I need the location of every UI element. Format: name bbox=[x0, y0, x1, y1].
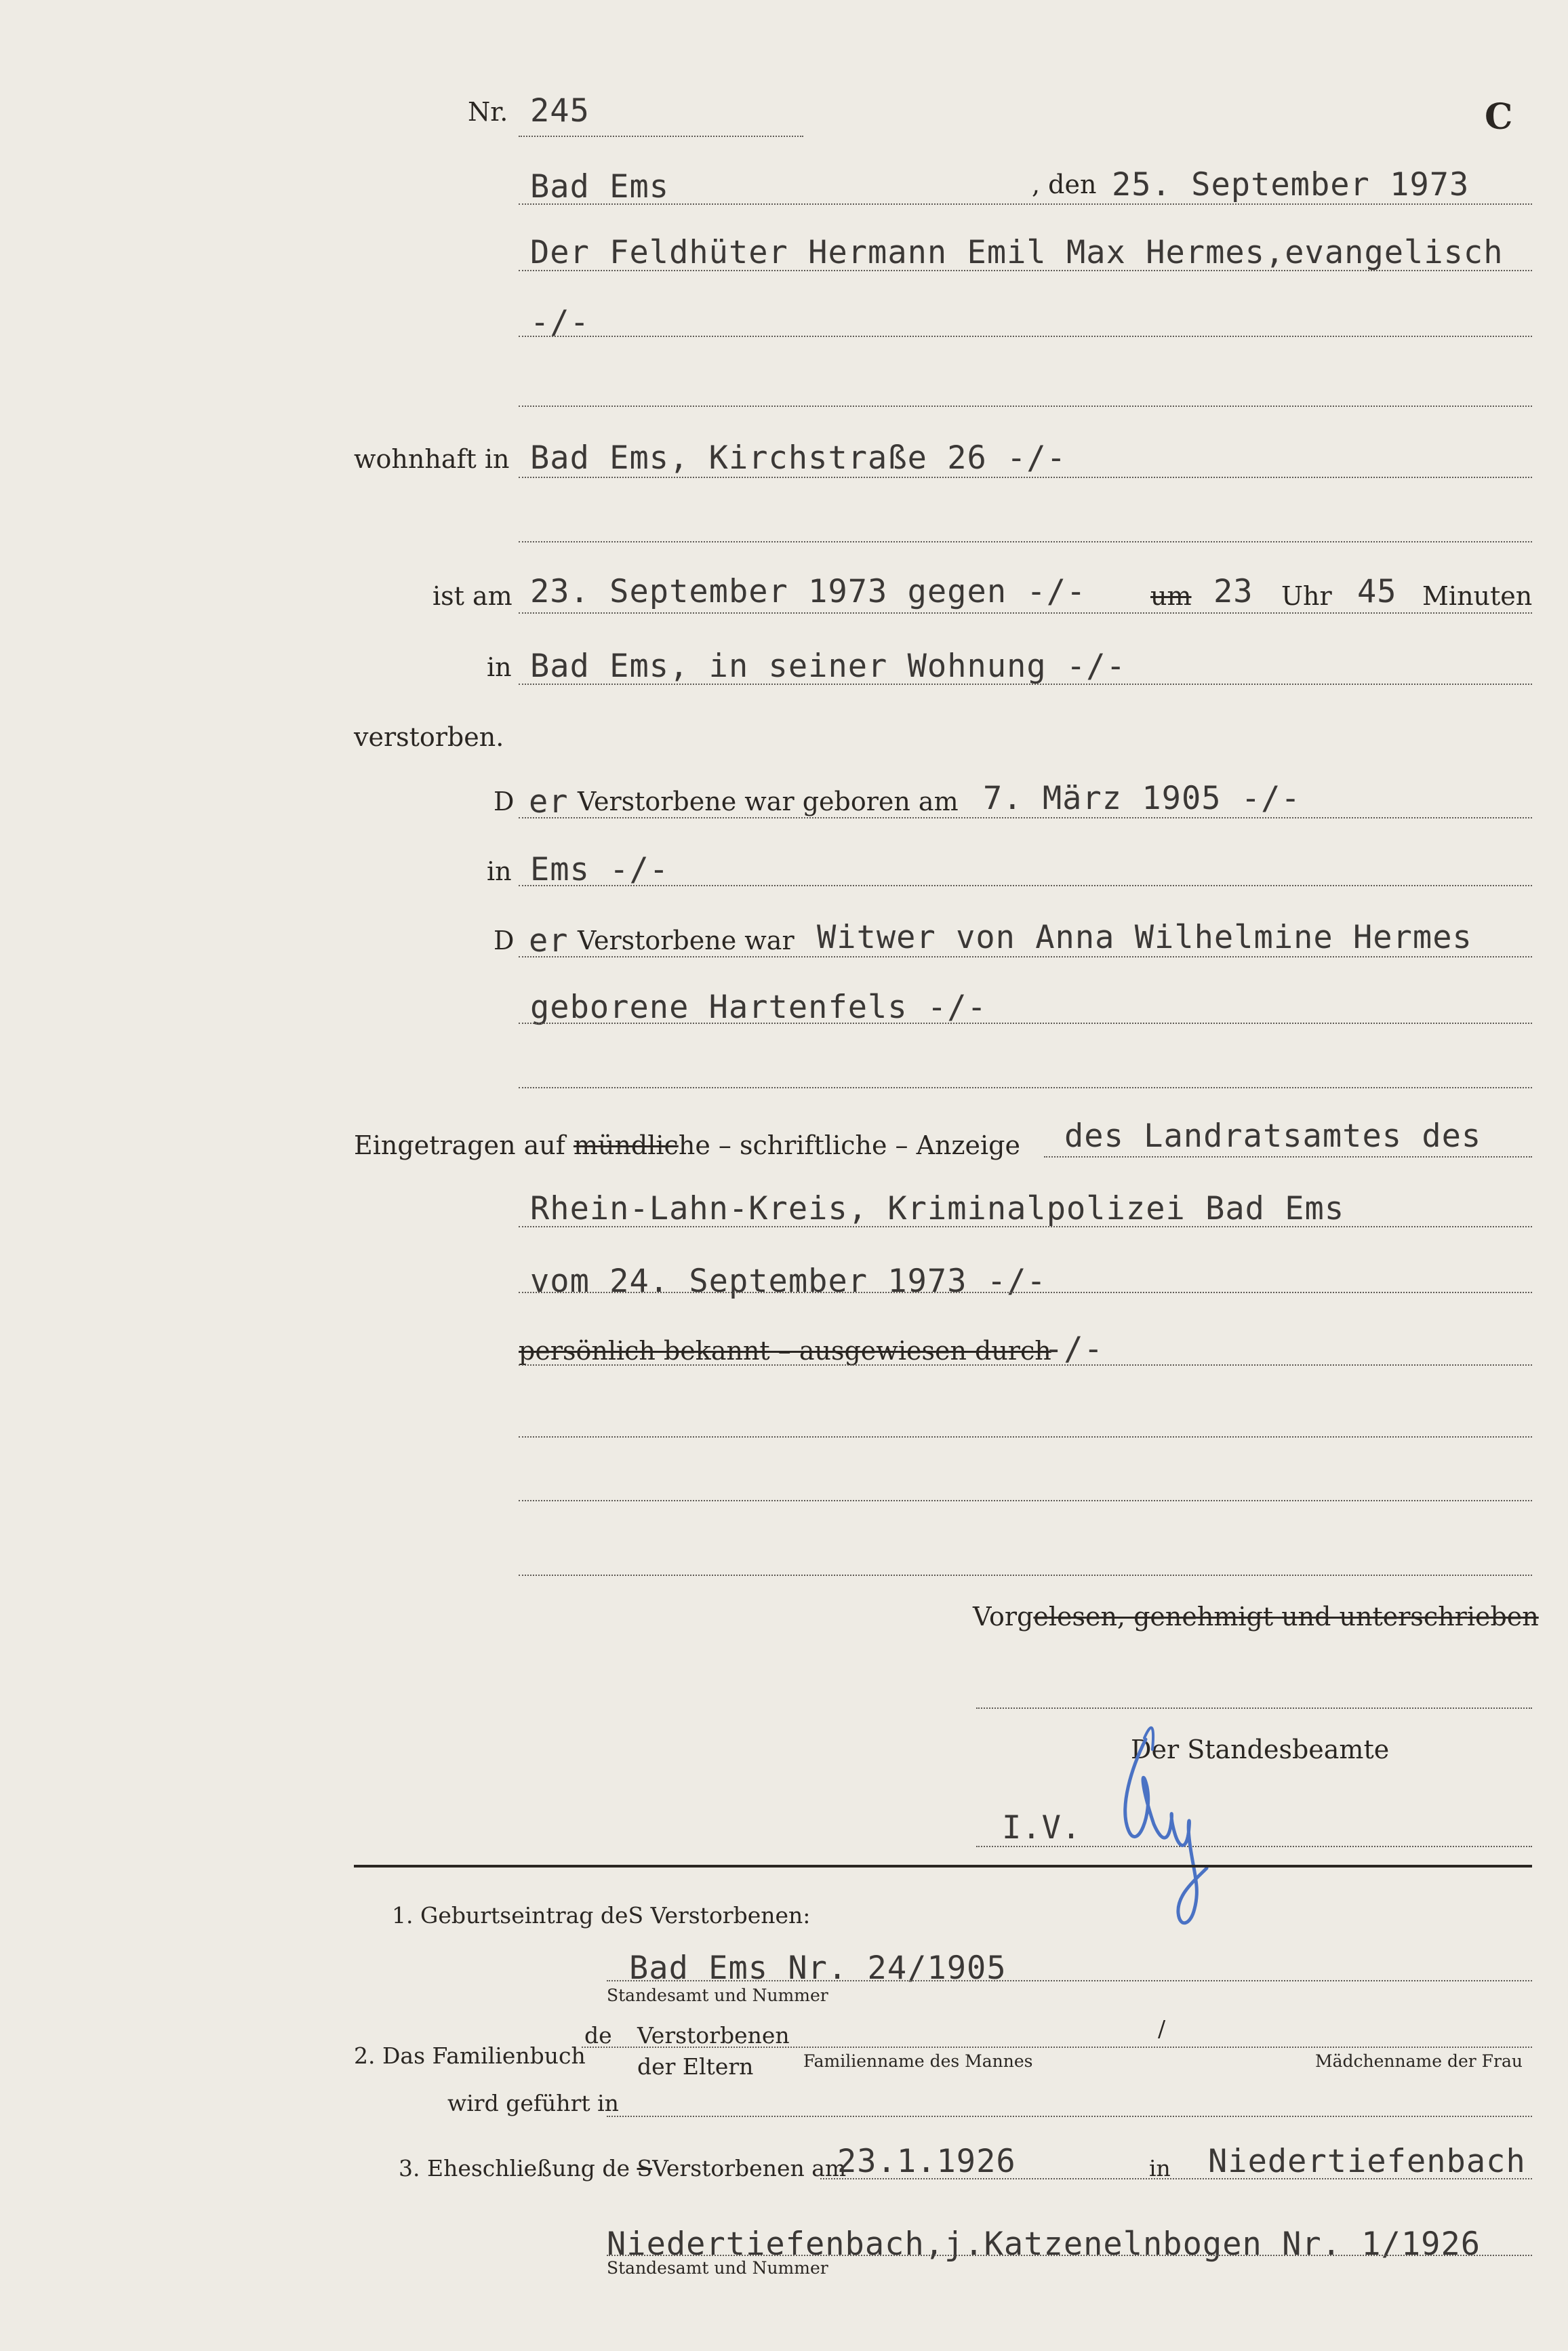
marital-label: Verstorbene war bbox=[578, 926, 795, 955]
birth-date: 7. März 1905 -/- bbox=[983, 780, 1301, 817]
nr-value: 245 bbox=[530, 92, 590, 130]
registration-line-1 bbox=[1044, 1156, 1532, 1158]
item1-rest: Verstorbenen: bbox=[650, 1902, 811, 1929]
um-label: um bbox=[1150, 581, 1192, 611]
residence-value: Bad Ems, Kirchstraße 26 -/- bbox=[530, 439, 1067, 477]
item3-in: in bbox=[1149, 2155, 1171, 2181]
item3-label bbox=[399, 2155, 846, 2181]
registration-line-2 bbox=[519, 1226, 1532, 1227]
closing-line-2 bbox=[976, 1846, 1532, 1847]
identity-value: -/- bbox=[1044, 1330, 1104, 1368]
marital-line-1 bbox=[519, 956, 1532, 957]
residence-label: wohnhaft in bbox=[354, 444, 510, 474]
item2-de: de bbox=[584, 2022, 612, 2049]
person-line-rule-1 bbox=[519, 270, 1532, 271]
caption-mann: Familienname des Mannes bbox=[803, 2051, 1033, 2071]
person-line-rule-3 bbox=[519, 406, 1532, 407]
birth-label: Verstorbene war geboren am bbox=[578, 787, 959, 816]
registration-line-3 bbox=[519, 1292, 1532, 1293]
item3-s: S bbox=[637, 2155, 653, 2181]
item2-verstorbenen: Verstorbenen bbox=[637, 2022, 790, 2049]
corner-letter: C bbox=[1485, 96, 1513, 138]
minuten-label: Minuten bbox=[1422, 581, 1533, 611]
marital-value-2: geborene Hartenfels -/- bbox=[530, 989, 987, 1026]
item2-line bbox=[582, 2047, 1532, 2048]
den-label: , den bbox=[1032, 170, 1097, 199]
item1-text: 1. Geburtseintrag de bbox=[392, 1902, 628, 1929]
item2-wird: wird geführt in bbox=[447, 2090, 619, 2116]
birth-place: Ems -/- bbox=[530, 851, 670, 888]
birth-er-typed: er bbox=[529, 783, 569, 821]
identity-struck: persönlich bekannt – ausgewiesen durch bbox=[519, 1336, 1051, 1366]
item3-rest: Verstorbenen am bbox=[652, 2155, 847, 2181]
muendlich-struck: mündlic bbox=[573, 1130, 679, 1160]
schriftlich-text: – schriftliche – Anzeige bbox=[710, 1130, 1020, 1160]
identity-line-2 bbox=[519, 1436, 1532, 1438]
birth-in-label: in bbox=[487, 856, 512, 886]
item2-label: 2. Das Familienbuch bbox=[354, 2042, 586, 2069]
item2-slash: / bbox=[1158, 2015, 1166, 2042]
verstorben-label: verstorben. bbox=[354, 722, 504, 752]
identity-line-1 bbox=[519, 1364, 1532, 1366]
birth-date-line bbox=[519, 817, 1532, 818]
person-line-2: -/- bbox=[530, 304, 590, 341]
place-value: Bad Ems bbox=[530, 168, 670, 205]
marital-line-3 bbox=[519, 1087, 1532, 1088]
iv-label: I.V. bbox=[1002, 1809, 1082, 1846]
item1-caption: Standesamt und Nummer bbox=[607, 1985, 828, 2005]
item3-value-line bbox=[607, 2255, 1532, 2256]
registration-value-1: des Landratsamtes des bbox=[1064, 1118, 1482, 1155]
death-minutes: 45 bbox=[1357, 573, 1397, 610]
date-line bbox=[519, 203, 1532, 205]
death-hour: 23 bbox=[1213, 573, 1253, 610]
residence-line-2 bbox=[519, 541, 1532, 542]
closing-line-1 bbox=[976, 1707, 1532, 1709]
death-place-line bbox=[519, 684, 1532, 685]
death-place: Bad Ems, in seiner Wohnung -/- bbox=[530, 648, 1126, 685]
vorgelesen-struck: elesen, genehmigt und unterschrieben bbox=[1033, 1602, 1539, 1632]
item3-line bbox=[820, 2178, 1532, 2179]
standesbeamte-label: Der Standesbeamte bbox=[1131, 1735, 1390, 1764]
person-line-rule-2 bbox=[519, 336, 1532, 337]
item3-caption: Standesamt und Nummer bbox=[607, 2258, 828, 2278]
uhr-label: Uhr bbox=[1281, 581, 1332, 611]
item3-text: 3. Eheschließung de bbox=[399, 2155, 630, 2181]
eingetragen-text: Eingetragen auf bbox=[354, 1130, 565, 1160]
item1-label bbox=[392, 1902, 810, 1929]
official-signature bbox=[1105, 1712, 1220, 1936]
date-value: 25. September 1973 bbox=[1112, 166, 1470, 203]
item3-place: Niedertiefenbach bbox=[1208, 2143, 1526, 2180]
birth-place-line bbox=[519, 885, 1532, 886]
birth-d-label: D bbox=[494, 787, 515, 816]
item2-wird-line bbox=[607, 2116, 1532, 2117]
registration-value-3: vom 24. September 1973 -/- bbox=[530, 1263, 1047, 1300]
residence-line bbox=[519, 477, 1532, 478]
death-date: 23. September 1973 gegen -/- bbox=[530, 573, 1087, 610]
identity-line-3 bbox=[519, 1500, 1532, 1501]
item1-value: Bad Ems Nr. 24/1905 bbox=[629, 1950, 1007, 1987]
caption-frau: Mädchenname der Frau bbox=[1315, 2051, 1523, 2071]
item3-date: 23.1.1926 bbox=[837, 2143, 1016, 2180]
item1-line bbox=[607, 1980, 1532, 1981]
ist-am-label: ist am bbox=[433, 581, 512, 611]
person-line-1: Der Feldhüter Hermann Emil Max Hermes,evangelisch bbox=[530, 234, 1504, 271]
vorgelesen-first: Vorg bbox=[973, 1602, 1034, 1632]
eingetragen-label bbox=[354, 1130, 1020, 1160]
marital-value-1: Witwer von Anna Wilhelmine Hermes bbox=[817, 919, 1472, 956]
marital-d-label: D bbox=[494, 926, 515, 955]
section-separator bbox=[354, 1865, 1532, 1868]
item2-eltern: der Eltern bbox=[637, 2053, 754, 2080]
vorgelesen-text bbox=[973, 1602, 1539, 1632]
death-in-label: in bbox=[487, 652, 512, 682]
item3-value: Niedertiefenbach,j.Katzenelnbogen Nr. 1/1926 bbox=[607, 2226, 1481, 2263]
nr-label: Nr. bbox=[468, 97, 508, 127]
item1-s: S bbox=[628, 1902, 644, 1929]
marital-line-2 bbox=[519, 1023, 1532, 1024]
death-date-line bbox=[519, 612, 1532, 614]
registration-value-2: Rhein-Lahn-Kreis, Kriminalpolizei Bad Ems bbox=[530, 1190, 1345, 1227]
nr-line bbox=[519, 136, 803, 137]
identity-line-4 bbox=[519, 1575, 1532, 1576]
muendlich-rest: he bbox=[678, 1130, 710, 1160]
marital-er-typed: er bbox=[529, 922, 569, 960]
